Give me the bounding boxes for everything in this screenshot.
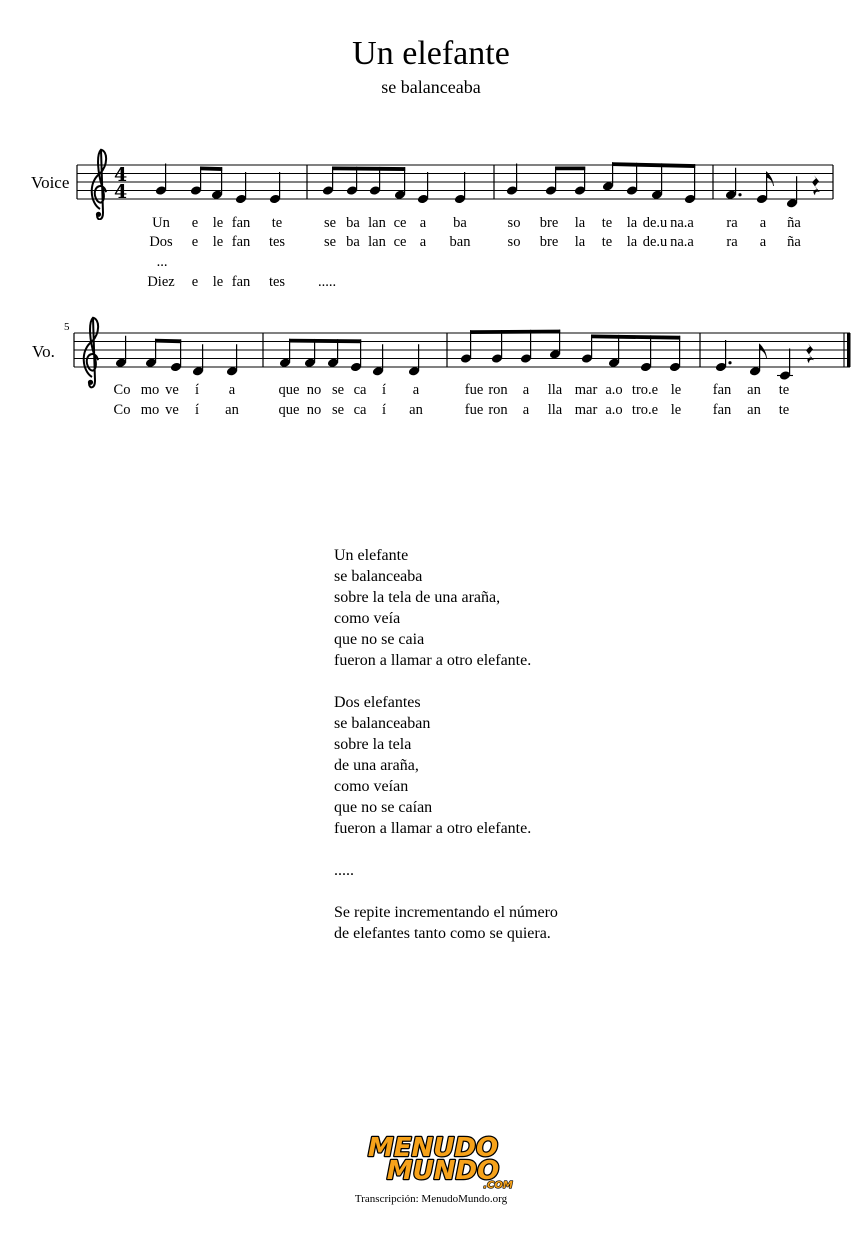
- poem-line: de elefantes tanto como se quiera.: [334, 925, 551, 942]
- lyric-syllable: ban: [449, 234, 471, 250]
- lyric-syllable: tes: [268, 234, 286, 250]
- note-beam: [200, 167, 222, 171]
- poem-line: se balanceaba: [334, 568, 423, 585]
- lyric-syllable: tro.e: [631, 382, 659, 398]
- lyric-syllable: ca: [353, 382, 367, 398]
- lyric-syllable: a: [522, 382, 530, 398]
- lyric-syllable: e: [191, 234, 199, 250]
- lyric-syllable: que: [278, 402, 300, 418]
- lyric-syllable: ba: [453, 215, 467, 231]
- lyric-syllable: ron: [488, 382, 508, 398]
- lyric-syllable: de.u: [642, 234, 668, 250]
- poem-line: fueron a llamar a otro elefante.: [334, 820, 532, 837]
- lyric-syllable: la: [574, 234, 586, 250]
- lyric-syllable: fue: [464, 402, 484, 418]
- poem-stanza-2: [334, 692, 558, 839]
- lyric-syllable: ba: [346, 234, 360, 250]
- lyrics-row: [0, 215, 862, 235]
- lyric-syllable: fan: [712, 382, 732, 398]
- dotted-note-dot: [738, 193, 741, 196]
- lyric-syllable: a.o: [605, 402, 623, 418]
- dotted-note-dot: [728, 361, 731, 364]
- poem-line: fueron a llamar a otro elefante.: [334, 652, 532, 669]
- poem-line: que no se caia: [334, 631, 425, 648]
- lyric-syllable: la: [626, 234, 638, 250]
- lyric-syllable: lla: [547, 382, 563, 398]
- lyric-syllable: se: [323, 234, 337, 250]
- poem-line: como veía: [334, 610, 401, 627]
- lyric-syllable: le: [670, 382, 682, 398]
- lyric-syllable: mar: [574, 402, 598, 418]
- lyrics-row: [0, 234, 862, 254]
- poem-line: sobre la tela de una araña,: [334, 589, 501, 606]
- note-beam: [332, 167, 405, 171]
- menudomundo-logo: [348, 1130, 518, 1190]
- lyric-syllable: ba: [346, 215, 360, 231]
- lyric-syllable: lan: [368, 234, 386, 250]
- eighth-flag: [767, 172, 774, 186]
- lyric-syllable: e: [191, 274, 199, 290]
- lyric-syllable: lan: [368, 215, 386, 231]
- lyric-syllable: mo: [140, 382, 160, 398]
- lyric-syllable: Co: [113, 382, 131, 398]
- lyric-syllable: te: [778, 402, 790, 418]
- lyric-syllable: ra: [726, 215, 738, 231]
- lyrics-row: [0, 274, 862, 294]
- lyric-syllable: Dos: [149, 234, 173, 250]
- lyric-syllable: ra: [726, 234, 738, 250]
- lyrics-row: [0, 382, 862, 402]
- poem-line: Un elefante: [334, 547, 409, 564]
- lyric-syllable: e: [191, 215, 199, 231]
- poem-text: [334, 545, 558, 944]
- time-signature-bottom: 4: [114, 181, 128, 203]
- lyric-syllable: so: [507, 215, 521, 231]
- lyric-syllable: Un: [152, 215, 170, 231]
- lyric-syllable: so: [507, 234, 521, 250]
- poem-stanza-1: [334, 545, 558, 671]
- lyric-syllable: na.a: [670, 215, 694, 231]
- lyric-syllable: a: [522, 402, 530, 418]
- lyric-syllable: ron: [488, 402, 508, 418]
- lyric-syllable: le: [670, 402, 682, 418]
- lyric-syllable: la: [574, 215, 586, 231]
- time-signature-top: 4: [114, 164, 128, 186]
- lyric-syllable: ña: [787, 234, 801, 250]
- note-beam: [612, 162, 695, 168]
- lyric-syllable: í: [194, 402, 200, 418]
- lyric-syllable: Diez: [147, 274, 175, 290]
- lyric-syllable: ve: [165, 382, 179, 398]
- lyric-ellipsis: ...: [156, 254, 168, 270]
- lyric-syllable: an: [747, 382, 761, 398]
- lyrics-row: [0, 402, 862, 422]
- lyric-syllable: an: [409, 402, 423, 418]
- lyric-syllable: na.a: [670, 234, 694, 250]
- lyric-syllable: ca: [353, 402, 367, 418]
- lyric-syllable: bre: [539, 215, 559, 231]
- lyric-syllable: lla: [547, 402, 563, 418]
- lyric-syllable: fan: [231, 274, 251, 290]
- lyric-syllable: a: [412, 382, 420, 398]
- lyric-syllable: te: [601, 234, 613, 250]
- lyric-syllable: fan: [231, 234, 251, 250]
- poem-stanza-3: [334, 902, 558, 944]
- lyric-syllable: la: [626, 215, 638, 231]
- lyric-syllable: mo: [140, 402, 160, 418]
- lyric-syllable: fan: [712, 402, 732, 418]
- quarter-rest-icon: [812, 175, 820, 195]
- lyric-syllable: í: [381, 382, 387, 398]
- lyric-syllable: a.o: [605, 382, 623, 398]
- note-beam: [289, 339, 361, 343]
- poem-ellipsis: .....: [334, 862, 354, 879]
- logo-word-menudo: MENUDO: [367, 1133, 499, 1163]
- lyric-syllable: te: [778, 382, 790, 398]
- staff-system-2: [0, 310, 862, 390]
- lyric-syllable: tes: [268, 274, 286, 290]
- lyric-syllable: fue: [464, 382, 484, 398]
- transcription-credit: Transcripción: MenudoMundo.org: [354, 1193, 508, 1205]
- lyric-syllable: a: [759, 234, 767, 250]
- lyric-syllable: .....: [317, 274, 337, 290]
- lyric-syllable: de.u: [642, 215, 668, 231]
- lyric-syllable: que: [278, 382, 300, 398]
- lyric-syllable: ce: [393, 234, 407, 250]
- lyric-syllable: te: [271, 215, 283, 231]
- lyric-syllable: í: [381, 402, 387, 418]
- lyric-syllable: tro.e: [631, 402, 659, 418]
- poem-line: Dos elefantes: [334, 694, 421, 711]
- staff-system-1: [0, 140, 862, 220]
- lyric-syllable: no: [306, 382, 322, 398]
- lyric-syllable: ve: [165, 402, 179, 418]
- treble-clef-icon: [92, 150, 106, 220]
- final-barline-thick: [847, 333, 851, 367]
- note-beam: [155, 339, 181, 343]
- measure-number: 5: [64, 321, 70, 333]
- lyric-syllable: le: [212, 215, 224, 231]
- lyric-syllable: a: [419, 234, 427, 250]
- lyric-syllable: an: [747, 402, 761, 418]
- lyric-syllable: le: [212, 274, 224, 290]
- treble-clef-icon: [84, 318, 98, 388]
- lyric-syllable: ce: [393, 215, 407, 231]
- lyric-syllable: an: [225, 402, 239, 418]
- lyric-syllable: í: [194, 382, 200, 398]
- staff-label-voice: Voice: [31, 173, 70, 192]
- lyric-syllable: se: [323, 215, 337, 231]
- lyric-syllable: mar: [574, 382, 598, 398]
- logo-word-mundo: MUNDO: [386, 1156, 500, 1186]
- staff-label-vo: Vo.: [32, 342, 55, 361]
- lyric-syllable: a: [419, 215, 427, 231]
- poem-line: Se repite incrementando el número: [334, 904, 558, 921]
- lyric-syllable: bre: [539, 234, 559, 250]
- lyric-syllable: no: [306, 402, 322, 418]
- lyric-syllable: se: [331, 382, 345, 398]
- logo-word-com: .COM: [483, 1180, 513, 1190]
- song-title: Un elefante: [352, 35, 510, 72]
- quarter-rest-icon: [806, 343, 814, 363]
- poem-line: sobre la tela: [334, 736, 412, 753]
- lyric-syllable: a: [228, 382, 236, 398]
- lyrics-row: [0, 254, 862, 274]
- lyric-syllable: fan: [231, 215, 251, 231]
- note-beam: [591, 335, 680, 340]
- note-beam: [555, 167, 585, 171]
- eighth-flag: [760, 344, 767, 358]
- lyric-syllable: a: [759, 215, 767, 231]
- lyric-syllable: se: [331, 402, 345, 418]
- lyric-syllable: ña: [787, 215, 801, 231]
- poem-line: se balanceaban: [334, 715, 431, 732]
- lyric-syllable: le: [212, 234, 224, 250]
- poem-line: que no se caían: [334, 799, 433, 816]
- poem-line: de una araña,: [334, 757, 419, 774]
- lyric-syllable: Co: [113, 402, 131, 418]
- note-beam: [470, 330, 560, 334]
- poem-line: como veían: [334, 778, 409, 795]
- lyric-syllable: te: [601, 215, 613, 231]
- song-subtitle: se balanceaba: [381, 77, 481, 97]
